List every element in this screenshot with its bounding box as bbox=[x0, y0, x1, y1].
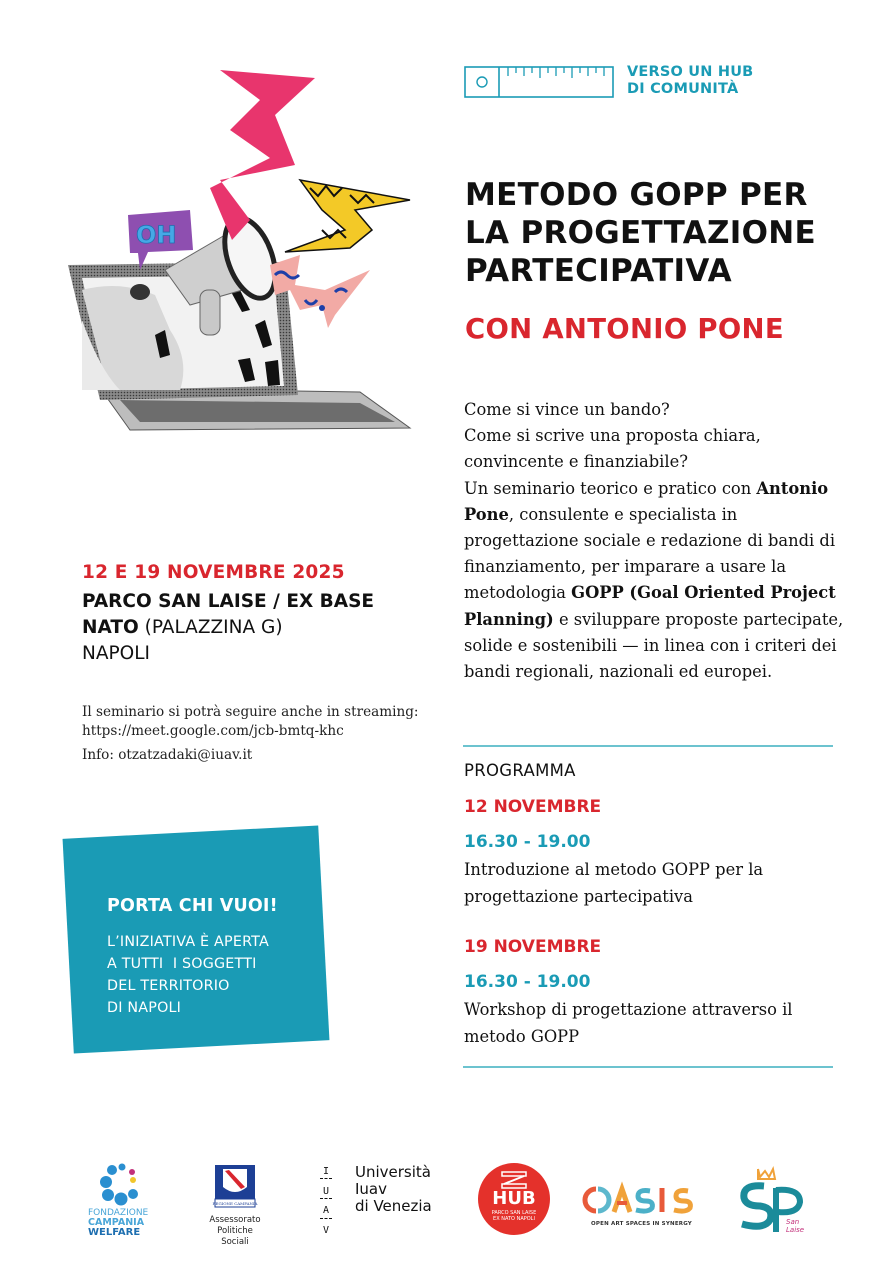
iuav-logo: I U A V Università Iuav di Venezia bbox=[318, 1162, 448, 1242]
contact-info[interactable]: Info: otzatzadaki@iuav.it bbox=[82, 747, 253, 763]
svg-text:REGIONE CAMPANIA: REGIONE CAMPANIA bbox=[212, 1201, 258, 1206]
divider bbox=[463, 1066, 833, 1068]
speaker-name: Antonio Pone bbox=[464, 478, 829, 524]
speech-bubble-text: OH bbox=[136, 221, 177, 249]
title-line3: PARTECIPATIVA bbox=[465, 253, 732, 289]
method-name: GOPP (Goal Oriented Project Planning) bbox=[464, 583, 836, 629]
hub-logo: HUB PARCO SAN LAISE EX NATO NAPOLI bbox=[478, 1163, 550, 1235]
program-label: PROGRAMMA bbox=[464, 761, 576, 780]
subtitle: CON ANTONIO PONE bbox=[465, 313, 784, 345]
regione-campania-logo: REGIONE CAMPANIA Assessorato Politiche Sociali bbox=[205, 1165, 265, 1245]
venue-detail: (PALAZZINA G) bbox=[138, 617, 283, 638]
divider bbox=[463, 745, 833, 747]
streaming-link[interactable]: https://meet.google.com/jcb-bmtq-khc bbox=[82, 722, 344, 739]
event-venue bbox=[82, 589, 412, 667]
session-day: 19 NOVEMBRE bbox=[464, 937, 602, 957]
card-title: PORTA CHI VUOI! bbox=[107, 896, 278, 916]
session-description: Workshop di progettazione attraverso il metodo GOPP bbox=[464, 1000, 793, 1046]
card-text: L’INIZIATIVA È APERTA A TUTTI I SOGGETTI DEL TERRITORIO DI NAPOLI bbox=[107, 934, 269, 1016]
ruler-icon bbox=[464, 66, 614, 98]
streaming-text: Il seminario si potrà seguire anche in streaming: bbox=[82, 704, 419, 720]
page-title bbox=[465, 176, 865, 290]
oasis-logo: OPEN ART SPACES IN SYNERGY bbox=[584, 1185, 699, 1230]
intro-text bbox=[464, 397, 849, 685]
hub-title-line2: DI COMUNITÀ bbox=[627, 81, 739, 97]
question-1: Come si vince un bando? bbox=[464, 400, 670, 419]
venue-city: NAPOLI bbox=[82, 643, 150, 664]
session-day: 12 NOVEMBRE bbox=[464, 797, 602, 817]
session-description: Introduzione al metodo GOPP per la progettazione partecipativa bbox=[464, 860, 764, 906]
venue-name: PARCO SAN LAISE / EX BASE NATO bbox=[82, 591, 375, 638]
session-time: 16.30 - 19.00 bbox=[464, 832, 591, 852]
megaphone-laptop-illustration bbox=[60, 70, 430, 445]
event-date: 12 E 19 NOVEMBRE 2025 bbox=[82, 562, 345, 583]
streaming-info bbox=[82, 703, 432, 740]
title-line1: METODO GOPP PER bbox=[465, 177, 808, 213]
san-laise-logo: San Laise bbox=[734, 1166, 814, 1241]
question-2a: Come si scrive una proposta chiara, bbox=[464, 426, 761, 446]
description: Un seminario teorico e pratico con Antonio Pone, consulente e specialista in progettazione sociale e redazione di bandi di finanziamento, per imparare a usare la metodologia GOPP (Goal Oriented Project Planning) e sviluppare proposte partecipate, solide e sostenibili — in linea con i criteri dei bandi regionali, nazionali ed europei. bbox=[464, 478, 844, 682]
hub-title-line1: VERSO UN HUB bbox=[627, 64, 754, 80]
fondazione-campania-welfare-logo: FONDAZIONE CAMPANIA WELFARE bbox=[88, 1162, 164, 1244]
question-2b: convincente e finanziabile? bbox=[464, 452, 688, 472]
session-time: 16.30 - 19.00 bbox=[464, 972, 591, 992]
hub-title bbox=[627, 64, 753, 98]
title-line2: LA PROGETTAZIONE bbox=[465, 215, 816, 251]
